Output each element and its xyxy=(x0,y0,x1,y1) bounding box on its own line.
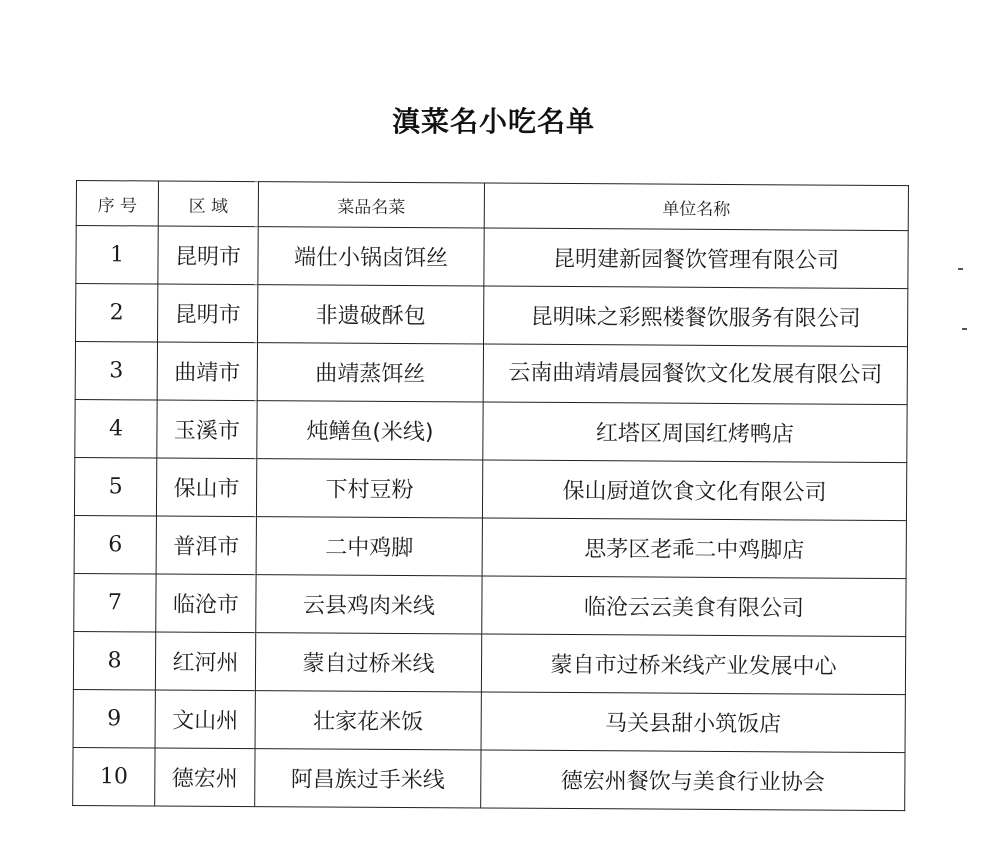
table-row xyxy=(73,689,905,752)
cell-dish: 壮家花米饭 xyxy=(255,691,481,750)
cell-seq: 5 xyxy=(74,457,156,515)
cell-region: 玉溪市 xyxy=(157,400,257,459)
table-row xyxy=(76,226,908,289)
table-row xyxy=(74,515,906,578)
cell-unit: 云南曲靖靖晨园餐饮文化发展有限公司 xyxy=(483,344,907,405)
header-seq: 序 号 xyxy=(76,181,158,227)
cell-unit: 思茅区老乖二中鸡脚店 xyxy=(482,518,906,579)
cell-region: 曲靖市 xyxy=(157,342,257,401)
cell-unit: 德宏州餐饮与美食行业协会 xyxy=(481,750,905,811)
header-unit: 单位名称 xyxy=(484,183,908,231)
table-row xyxy=(74,573,906,636)
table-row xyxy=(73,631,905,694)
cell-unit: 昆明建新园餐饮管理有限公司 xyxy=(484,228,908,289)
header-dish: 菜品名菜 xyxy=(258,182,484,228)
cell-unit: 昆明味之彩熙楼餐饮服务有限公司 xyxy=(484,286,908,347)
scan-speck xyxy=(958,268,963,270)
cell-unit: 临沧云云美食有限公司 xyxy=(482,576,906,637)
cell-dish: 下村豆粉 xyxy=(256,459,482,518)
cell-dish: 云县鸡肉米线 xyxy=(256,575,482,634)
cell-seq: 7 xyxy=(74,573,156,631)
cell-unit: 红塔区周国红烤鸭店 xyxy=(483,402,907,463)
cell-region: 德宏州 xyxy=(155,748,255,807)
cell-seq: 2 xyxy=(76,284,158,342)
table-row xyxy=(76,284,908,347)
cell-seq: 3 xyxy=(75,342,157,400)
cell-region: 昆明市 xyxy=(158,226,258,285)
snack-list-table xyxy=(72,180,909,811)
cell-unit: 马关县甜小筑饭店 xyxy=(481,692,905,753)
cell-seq: 4 xyxy=(75,399,157,457)
document-title: 滇菜名小吃名单 xyxy=(391,105,595,138)
cell-seq: 9 xyxy=(73,689,155,747)
cell-dish: 二中鸡脚 xyxy=(256,517,482,576)
table-row xyxy=(75,342,907,405)
cell-region: 临沧市 xyxy=(156,574,256,633)
cell-seq: 10 xyxy=(73,747,155,805)
table-header-row xyxy=(76,181,908,231)
cell-unit: 保山厨道饮食文化有限公司 xyxy=(482,460,906,521)
scan-speck xyxy=(962,328,967,330)
table-row xyxy=(74,457,906,520)
cell-region: 文山州 xyxy=(155,690,255,749)
cell-region: 昆明市 xyxy=(158,284,258,343)
cell-region: 保山市 xyxy=(156,458,256,517)
cell-dish: 非遗破酥包 xyxy=(258,285,484,344)
cell-dish: 阿昌族过手米线 xyxy=(255,749,481,808)
cell-seq: 1 xyxy=(76,226,158,284)
cell-dish: 蒙自过桥米线 xyxy=(255,633,481,692)
table-row xyxy=(73,747,905,810)
cell-dish: 端仕小锅卤饵丝 xyxy=(258,227,484,286)
table-row xyxy=(75,399,907,462)
cell-dish: 曲靖蒸饵丝 xyxy=(257,343,483,402)
cell-unit: 蒙自市过桥米线产业发展中心 xyxy=(481,634,905,695)
cell-seq: 6 xyxy=(74,515,156,573)
cell-region: 普洱市 xyxy=(156,516,256,575)
header-region: 区 域 xyxy=(158,181,258,227)
cell-dish: 炖鳝鱼(米线) xyxy=(257,401,483,460)
cell-region: 红河州 xyxy=(155,632,255,691)
cell-seq: 8 xyxy=(73,631,155,689)
